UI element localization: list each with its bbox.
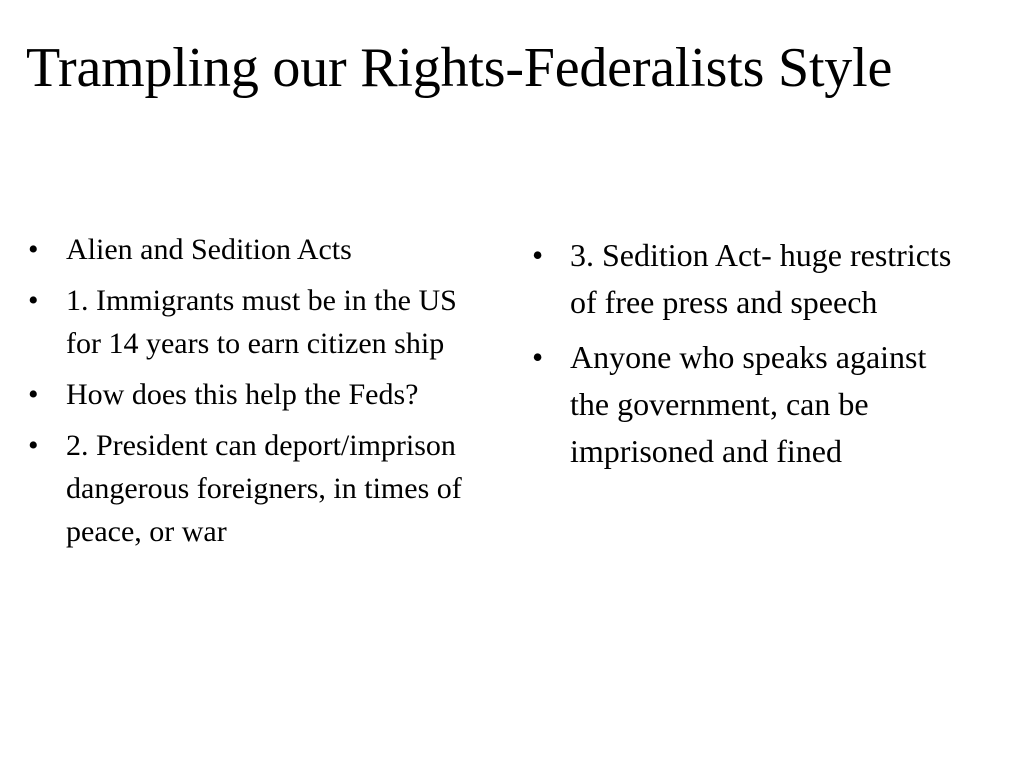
bullet-item (28, 373, 478, 416)
bullet-icon: • (28, 378, 39, 411)
bullet-text: 2. President can deport/imprison dangerous foreigners, in times of peace, or war (66, 429, 462, 548)
bullet-item (532, 334, 952, 475)
bullet-text: Anyone who speaks against the government, can be imprisoned and fined (570, 339, 927, 469)
bullet-text: 1. Immigrants must be in the US for 14 years to earn citizen ship (66, 284, 457, 360)
bullet-text: 3. Sedition Act- huge restricts of free press and speech (570, 237, 952, 320)
bullet-icon: • (28, 284, 39, 317)
bullet-item (28, 424, 478, 553)
bullet-item (28, 228, 478, 271)
bullet-item (532, 232, 952, 326)
left-bullet-list (28, 228, 478, 561)
bullet-text: Alien and Sedition Acts (66, 233, 352, 266)
bullet-icon: • (532, 237, 544, 273)
bullet-icon: • (28, 233, 39, 266)
bullet-item (28, 279, 478, 365)
bullet-text: How does this help the Feds? (66, 378, 419, 411)
right-bullet-list (532, 232, 952, 483)
bullet-icon: • (28, 429, 39, 462)
bullet-icon: • (532, 339, 544, 375)
slide-title: Trampling our Rights-Federalists Style (26, 37, 893, 99)
